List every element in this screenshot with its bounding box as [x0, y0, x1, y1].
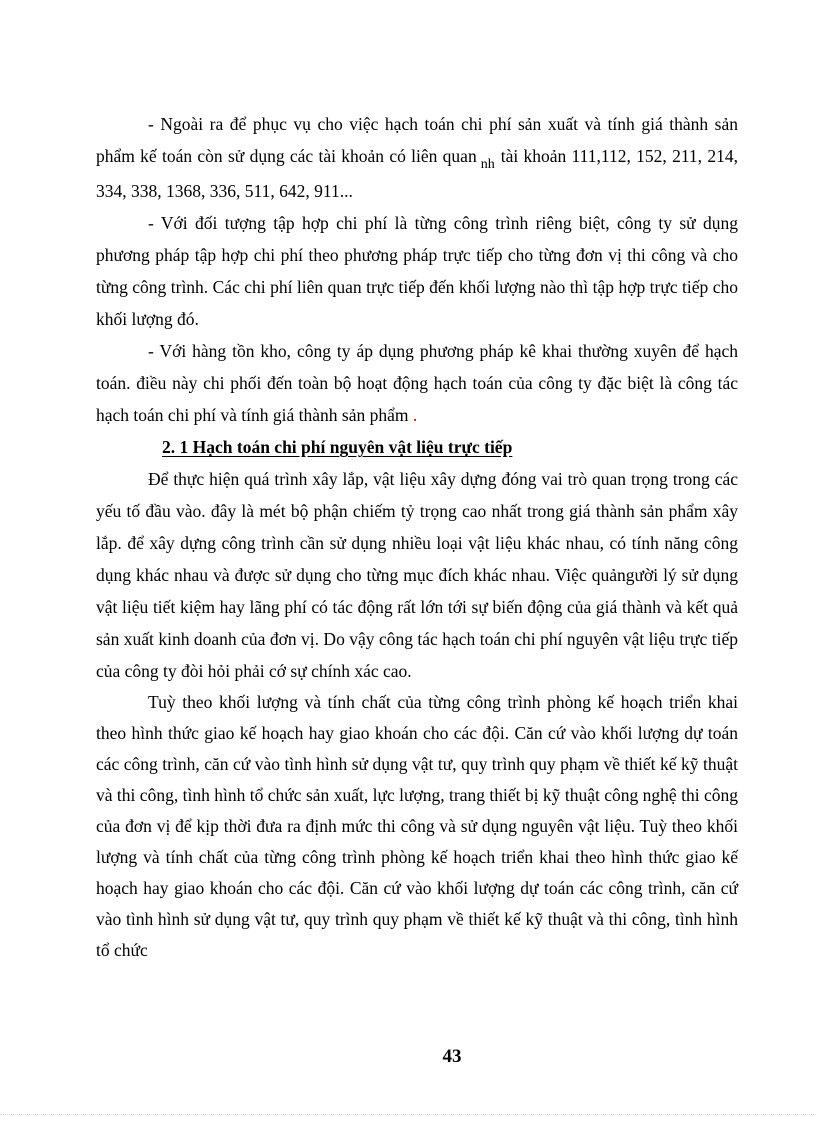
- paragraph-other-accounts-text-b: tài khoản 111,112, 152, 211, 214, 334, 338, 1368, 336, 511, 642, 911...: [96, 146, 738, 201]
- paragraph-inventory-dot: .: [412, 405, 418, 425]
- paragraph-other-accounts-text-a: - Ngoài ra để phục vụ cho việc hạch toán chi phí sản xuất và tính giá thành sản phẩm kế toán còn sử dụng các tài khoản có liên quan: [96, 114, 738, 166]
- paragraph-materials: Để thực hiện quá trình xây lắp, vật liệu xây dựng đóng vai trò quan trọng trong các yếu tố đầu vào. đây là mét bộ phận chiếm tỷ trọng cao nhất trong giá thành sản phẩm xây lắp. để xây dựng công trình cần sử dụng nhiều loại vật liệu khác nhau, có tính năng công dụng khác nhau và được sử dụng cho từng mục đích khác nhau. Việc quảngười lý sử dụng vật liệu tiết kiệm hay lãng phí có tác động rất lớn tới sự biến động của giá thành và kết quả sản xuất kinh doanh của đơn vị. Do vậy công tác hạch toán chi phí nguyên vật liệu trực tiếp của công ty đòi hỏi phải cớ sự chính xác cao.: [96, 469, 738, 681]
- paragraph-other-accounts-nh: nh: [480, 157, 495, 172]
- section-heading-text: 2. 1 Hạch toán chi phí nguyên vật liệu trực tiếp: [162, 437, 513, 457]
- paragraph-inventory-text: - Với hàng tồn kho, công ty áp dụng phương pháp kê khai thường xuyên để hạch toán. điều này chi phối đến toàn bộ hoạt động hạch toán của công ty đặc biệt là công tác hạch toán chi phí và tính giá thành sản phẩm: [96, 341, 738, 425]
- paragraph-inventory: [96, 335, 738, 431]
- paragraph-volume: Tuỳ theo khối lượng và tính chất của từng công trình phòng kế hoạch triển khai theo hình thức giao kế hoạch hay giao khoán cho các đội. Căn cứ vào khối lượng dự toán các công trình, căn cứ vào tình hình sử dụng vật tư, quy trình quy phạm về thiết kế kỹ thuật và thi công, tình hình tổ chức sản xuất, lực lượng, trang thiết bị kỹ thuật công nghệ thi công của đơn vị để kịp thời đưa ra định mức thi công và sử dụng nguyên vật liệu. Tuỳ theo khối lượng và tính chất của từng công trình phòng kế hoạch triển khai theo hình thức giao kế hoạch hay giao khoán cho các đội. Căn cứ vào khối lượng dự toán các công trình, căn cứ vào tình hình sử dụng vật tư, quy trình quy phạm về thiết kế kỹ thuật và thi công, tình hình tổ chức: [96, 692, 738, 960]
- paragraph-cost-object: - Với đối tượng tập hợp chi phí là từng công trình riêng biệt, công ty sử dụng phương pháp tập hợp chi phí theo phương pháp trực tiếp cho từng đơn vị thi công và cho từng công trình. Các chi phí liên quan trực tiếp đến khối lượng nào thì tập hợp trực tiếp cho khối lượng đó.: [96, 213, 738, 329]
- page-number: 43: [442, 1046, 462, 1067]
- paragraph-other-accounts: [96, 108, 738, 207]
- section-heading: [96, 431, 738, 463]
- page-bottom-divider: [0, 1114, 816, 1115]
- document-page: [96, 108, 738, 966]
